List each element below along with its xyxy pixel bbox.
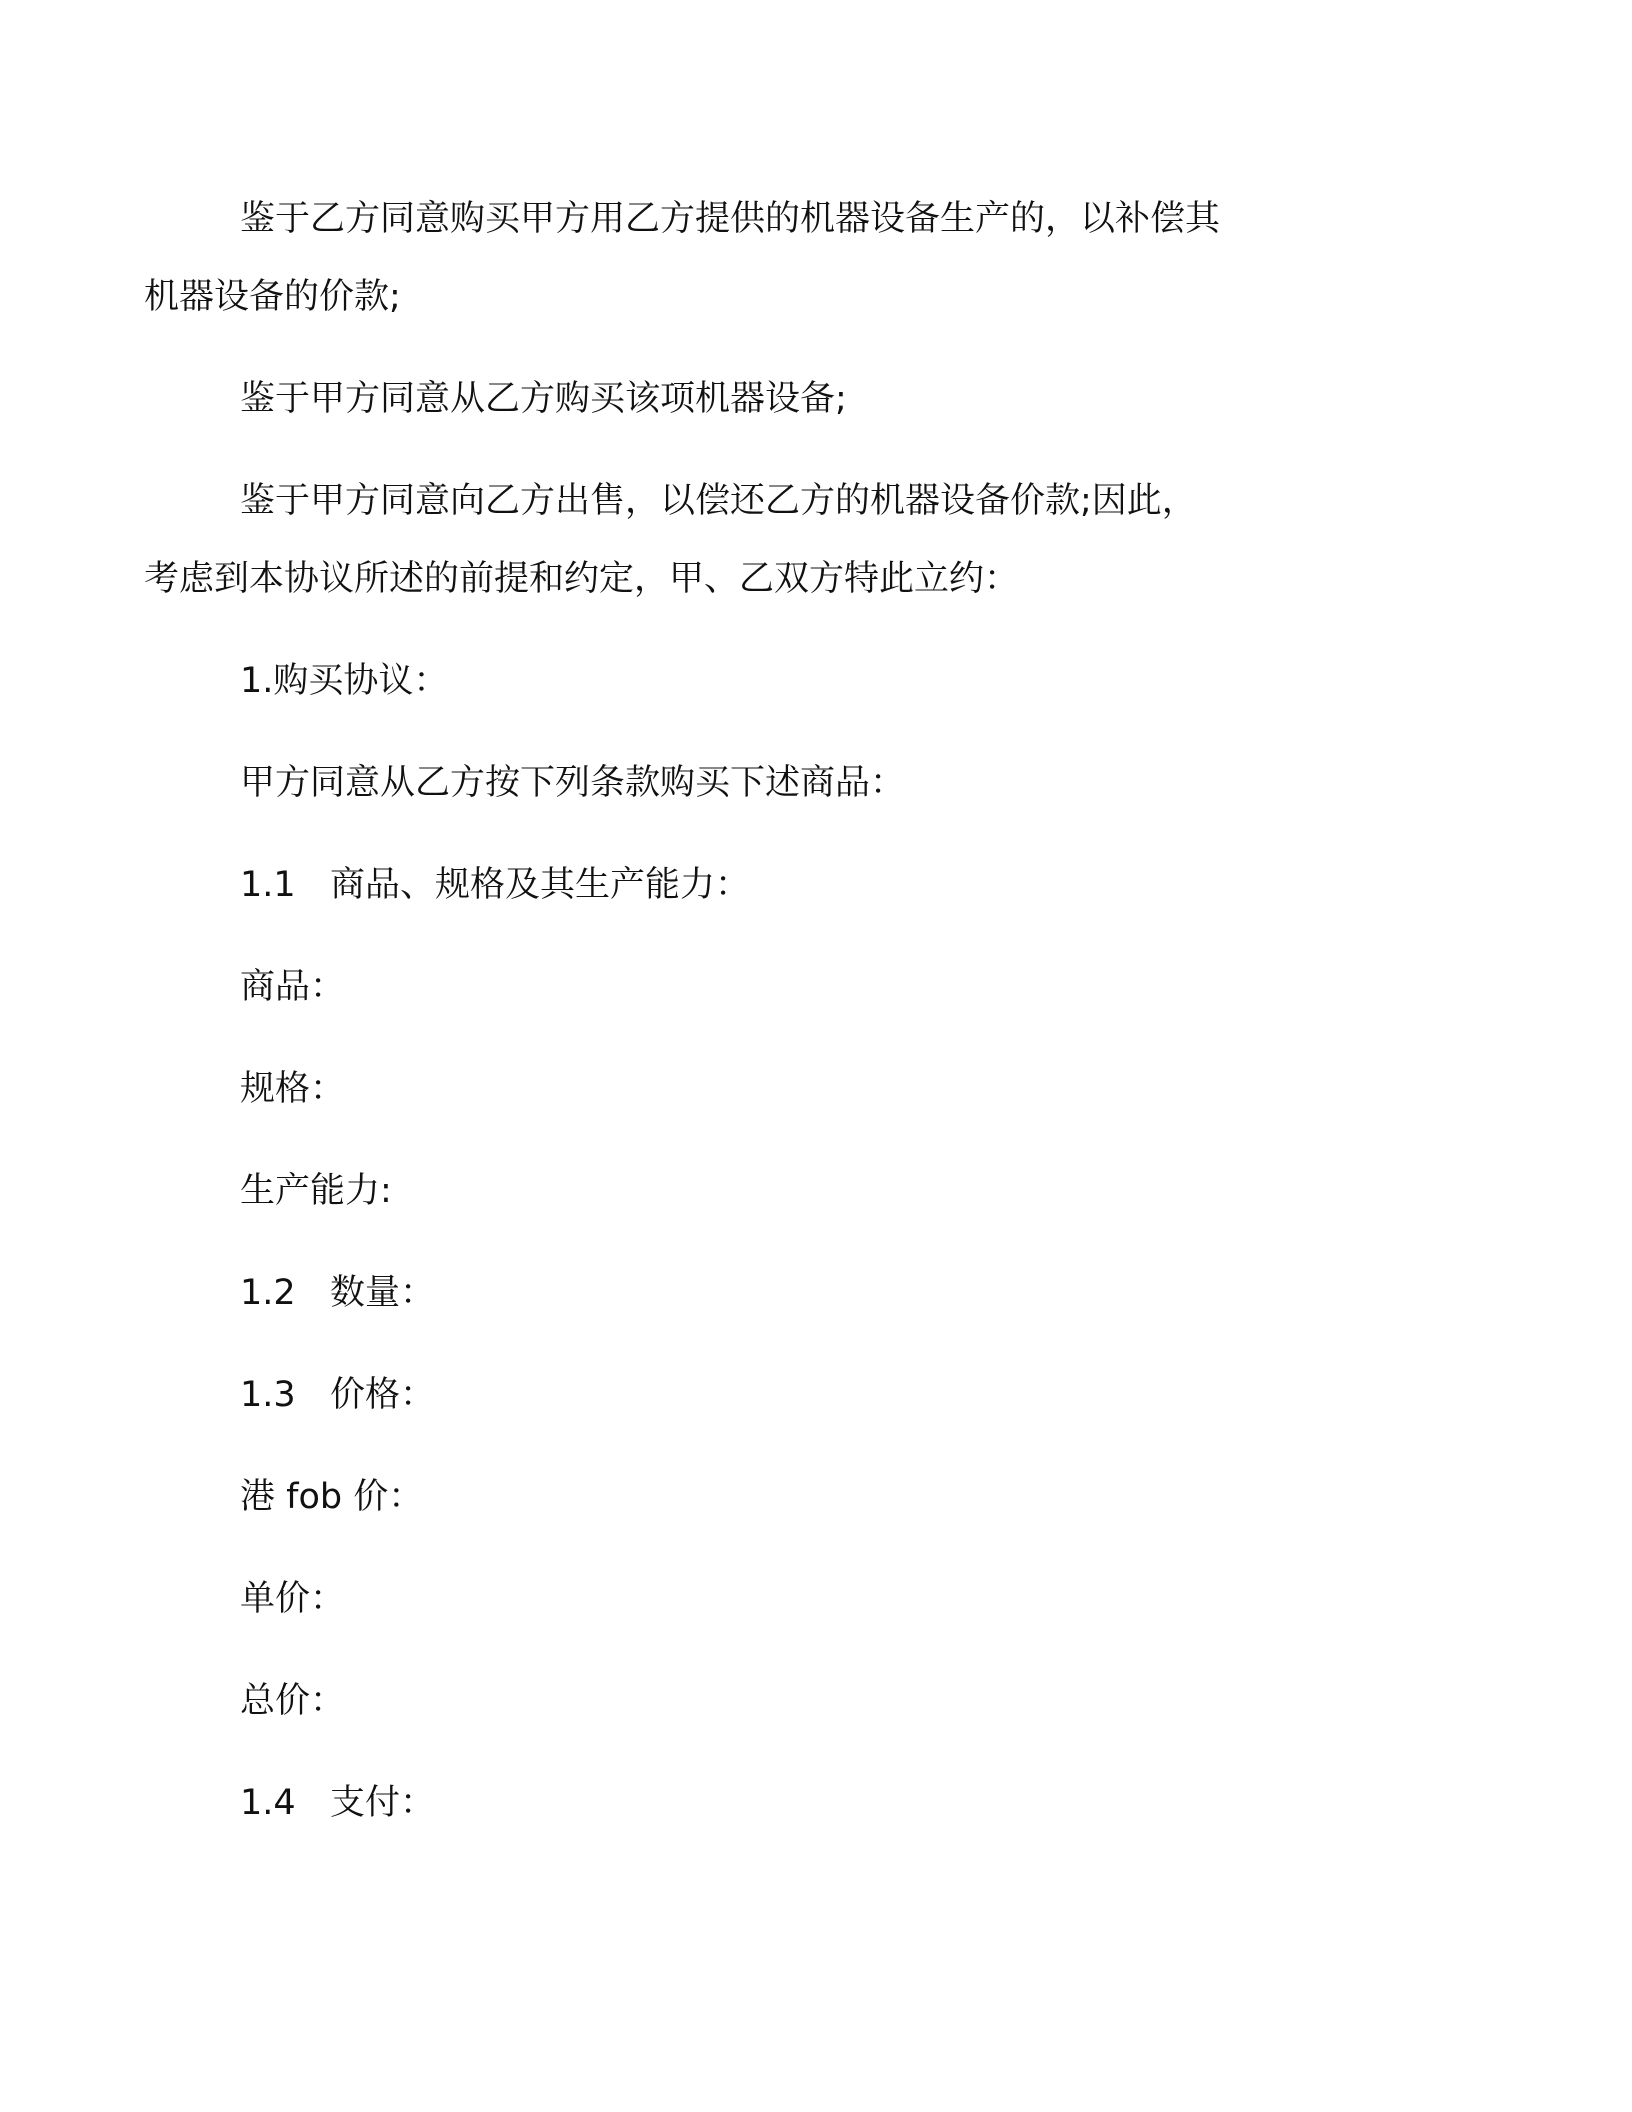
field-goods	[240, 948, 1400, 1026]
section-1-heading	[240, 642, 1400, 720]
field-goods-label: 商品：	[240, 967, 346, 1007]
paragraph-recital-3	[144, 462, 1400, 618]
clause-1-1	[240, 846, 1400, 924]
recital-1-line-1: 鉴于乙方同意购买甲方用乙方提供的机器设备生产的，以补偿其	[240, 199, 1221, 239]
field-total-price-label: 总价：	[240, 1681, 346, 1721]
purchase-intro-text: 甲方同意从乙方按下列条款购买下述商品：	[240, 763, 906, 803]
clause-1-4-text: 支付：	[330, 1783, 436, 1823]
paragraph-recital-2	[240, 360, 1400, 438]
clause-1-3	[240, 1356, 1400, 1434]
recital-3-line-1: 鉴于甲方同意向乙方出售，以偿还乙方的机器设备价款;因此，	[240, 481, 1197, 521]
clause-1-4-number: 1.4	[240, 1783, 296, 1823]
field-fob-price-label: 港 fob 价：	[240, 1477, 424, 1517]
field-fob-price	[240, 1458, 1400, 1536]
field-capacity-label: 生产能力:	[240, 1171, 392, 1211]
clause-1-3-number: 1.3	[240, 1375, 296, 1415]
clause-1-4	[240, 1764, 1400, 1842]
clause-1-1-text: 商品、规格及其生产能力：	[330, 865, 751, 905]
field-unit-price-label: 单价：	[240, 1579, 346, 1619]
recital-3-line-2: 考虑到本协议所述的前提和约定，甲、乙双方特此立约：	[144, 559, 1020, 599]
recital-2-line-1: 鉴于甲方同意从乙方购买该项机器设备;	[240, 379, 847, 419]
field-unit-price	[240, 1560, 1400, 1638]
clause-1-2-text: 数量：	[330, 1273, 436, 1313]
field-total-price	[240, 1662, 1400, 1740]
field-specification-label: 规格：	[240, 1069, 346, 1109]
field-capacity	[240, 1152, 1400, 1230]
paragraph-recital-1	[144, 180, 1400, 336]
clause-1-2-number: 1.2	[240, 1273, 296, 1313]
clause-1-2	[240, 1254, 1400, 1332]
recital-1-line-2: 机器设备的价款;	[144, 277, 401, 317]
section-1-heading-text: 1.购买协议：	[240, 661, 449, 701]
field-specification	[240, 1050, 1400, 1128]
clause-1-1-number: 1.1	[240, 865, 296, 905]
clause-1-3-text: 价格：	[330, 1375, 436, 1415]
paragraph-purchase-intro	[240, 744, 1400, 822]
